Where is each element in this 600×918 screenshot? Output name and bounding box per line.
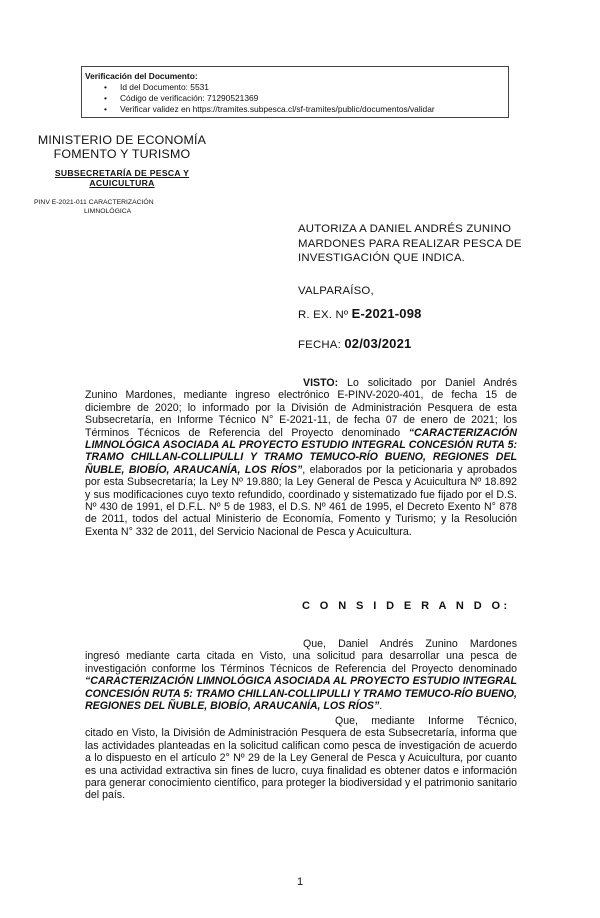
- visto-label: VISTO:: [303, 377, 339, 389]
- rex-label: R. EX. Nº: [298, 309, 349, 321]
- reference-line-1: PINV E-2021-011 CARACTERIZACIÓN: [34, 199, 154, 206]
- visto-project-name: “CARACTERIZACIÓN LIMNOLÓGICA ASOCIADA AL PROYECTO ESTUDIO INTEGRAL CONCESIÓN RUTA 5: TRAMO CHILLAN-COLLIPULLI Y TRAMO TEMUCO-RÍO BUENO, REGIONES DEL ÑUBLE, BIOBÍO, ARAUCANÍA, LOS RÍOS”: [85, 426, 517, 476]
- subsecretaria-line-2: ACUICULTURA: [89, 178, 155, 188]
- ministry-heading: [36, 134, 208, 161]
- subsecretaria-line-1: SUBSECRETARÍA DE PESCA Y: [54, 168, 190, 178]
- considerando-p1-text: Que, Daniel Andrés Zunino Mardones ingresó mediante carta citada en Visto, una solicitud para desarrollar una pesca de investigación conforme los Términos Técnicos de Referencia del Proyecto denominado: [85, 638, 517, 675]
- resolution-date: [298, 337, 528, 353]
- reference-line-2: LIMNOLÓGICA: [84, 208, 132, 215]
- considerando-paragraph-2: Que, mediante Informe Técnico, citado en Visto, la División de Administración Pesquera de esta Subsecretaría, informa que las actividades planteadas en la solicitud califican como pesca de investigación de acuerdo a lo dispuesto en el artículo 2° Nº 29 de la Ley General de Pesca y Acuicultura, por cuanto es una actividad extractiva sin fines de lucro, cuya finalidad es obtener datos e información para generar conocimiento científico, para proteger la biodiversidad y el patrimonio sanitario del país.: [85, 715, 517, 802]
- considerando-paragraph-1: [85, 638, 517, 712]
- verification-title: Verificación del Documento:: [85, 71, 198, 81]
- rex-number: E-2021-098: [351, 306, 422, 321]
- verification-box: [81, 66, 509, 118]
- visto-text-1: Lo solicitado por Daniel Andrés Zunino Mardones, mediante ingreso electrónico E-PINV-2020-401, de fecha 15 de diciembre de 2020; lo informado por la División de Administración Pesquera de esta Subsecretaría, en Informe Técnico N° E-2021-11, de fecha 07 de enero de 2021; los Términos Técnicos de Referencia del Proyecto denominado: [85, 377, 517, 439]
- subsecretaria-heading: [36, 168, 208, 188]
- visto-text-2: , elaborados por la peticionaria y aprobados por esta Subsecretaría; la Ley Nº 19.880; la Ley General de Pesca y Acuicultura Nº 18.892 y sus modificaciones cuyo texto refundido, coordinado y sistematizado fue fijado por el D.S. Nº 430 de 1991, el D.F.L. Nº 5 de 1983, el D.S. Nº 461 de 1995, el Decreto Exento N° 878 de 2011, todos del actual Ministerio de Economía, Fomento y Turismo; y la Resolución Exenta N° 332 de 2011, del Servicio Nacional de Pesca y Acuicultura.: [85, 463, 517, 538]
- considerando-p1-end: .: [379, 700, 383, 713]
- resolution-number: [298, 307, 528, 323]
- date-label: FECHA:: [298, 339, 341, 351]
- ministry-line-2: FOMENTO Y TURISMO: [53, 146, 191, 161]
- resolution-place: VALPARAÍSO,: [298, 285, 374, 297]
- considerando-heading: C O N S I D E R A N D O:: [302, 600, 511, 612]
- reference-code: [34, 198, 214, 216]
- visto-paragraph: [85, 377, 517, 538]
- verification-url[interactable]: • Verificar validez en https://tramites.subpesca.cl/sf-tramites/public/documentos/validar: [85, 104, 508, 115]
- considerando-p1-project: “CARACTERIZACIÓN LIMNOLÓGICA ASOCIADA AL PROYECTO ESTUDIO INTEGRAL CONCESIÓN RUTA 5: TRAMO CHILLAN-COLLIPULLI Y TRAMO TEMUCO-RÍO BUENO, REGIONES DEL ÑUBLE, BIOBÍO, ARAUCANÍA, LOS RÍOS”: [85, 675, 517, 713]
- verification-list: [85, 82, 508, 115]
- ministry-line-1: MINISTERIO DE ECONOMÍA: [37, 133, 207, 147]
- page-number: 1: [296, 876, 304, 888]
- verification-code: • Código de verificación: 71290521369: [85, 93, 508, 104]
- resolution-subject: AUTORIZA A DANIEL ANDRÉS ZUNINO MARDONES PARA REALIZAR PESCA DE INVESTIGACIÓN QUE INDICA.: [298, 223, 522, 264]
- verification-document-id: • Id del Documento: 5531: [85, 82, 508, 93]
- date-value: 02/03/2021: [344, 336, 412, 351]
